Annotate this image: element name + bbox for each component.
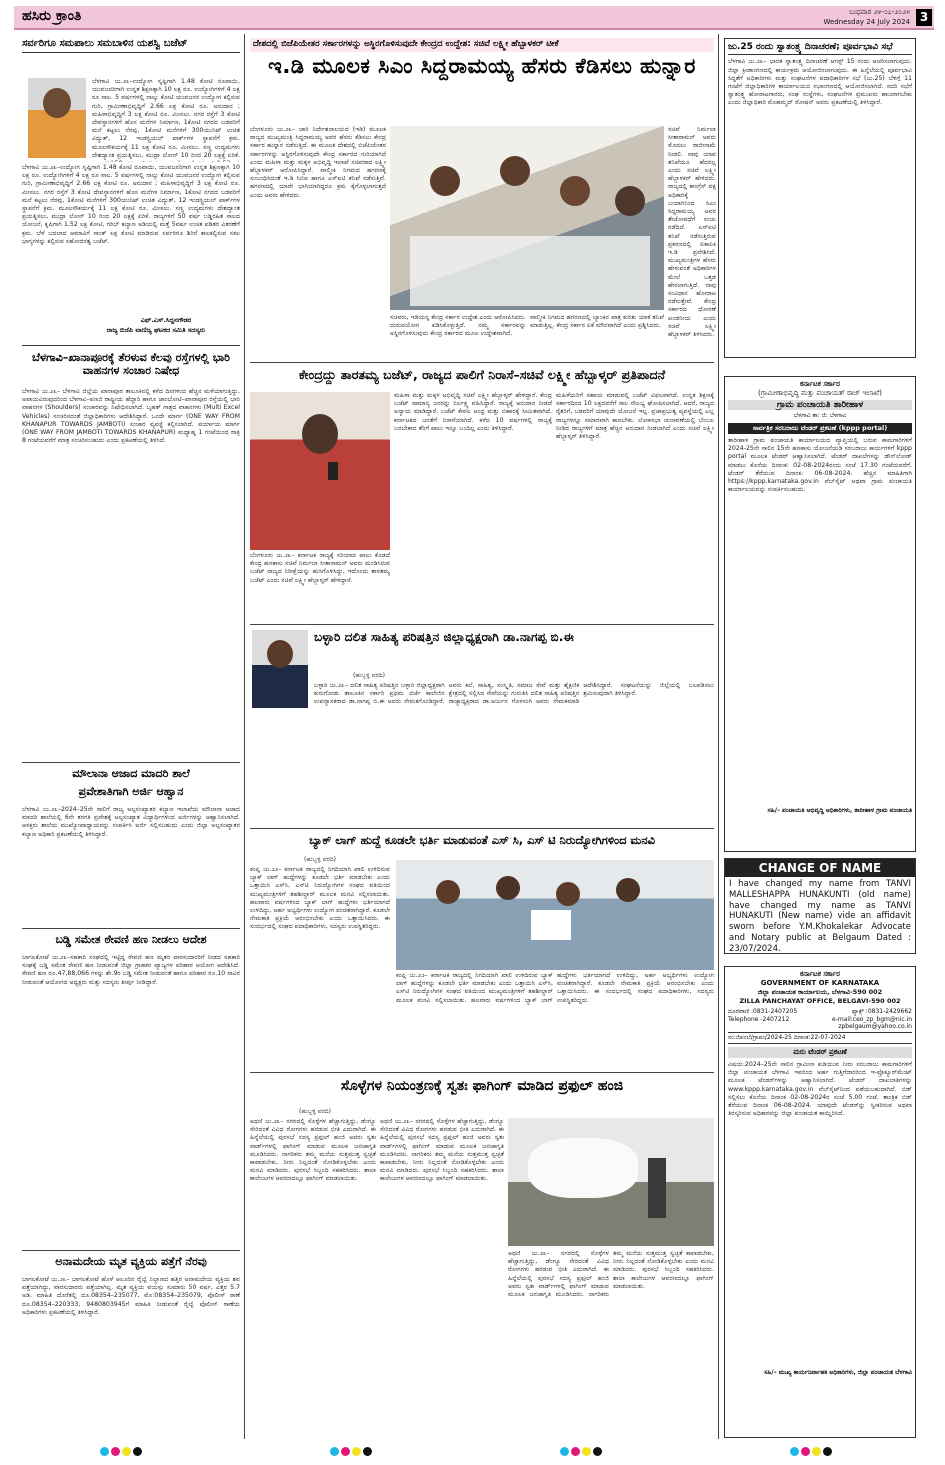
story-body: ಬಾಗಲಕೋಟೆ ಜು.೨೩–ಸಹಕಾರಿ ಸಂಘದಲ್ಲಿ ಇಟ್ಟಿದ್ದ ಠೇವಣಿ ಹಣ ಮೃತರ ವಾರಸುದಾರರಿಗೆ ನೀಡದ ಸಹಕಾರಿ ಸಂಘಕ್ಕೆ ಬಡ್ಡಿ ಸಮೇತ ಠೇವಣಿ ಹಣ ನೀಡುವಂತೆ ಜಿಲ್ಲಾ ಗ್ರಾಹಕರ ವ್ಯಾಜ್ಯಗಳ ಪರಿಹಾರ ಆಯೋಗ ಆದೇಶಿಸಿದೆ. ಠೇವಣಿ ಹಣ ರೂ.47,88,066 ಗಳನ್ನು ಶೇ.9ರ ಬಡ್ಡಿ ಸಮೇತ ನೀಡುವಂತೆ ಹಾಗೂ ಪರಿಹಾರ ರೂ.10 ಸಾವಿರ ನೀಡುವಂತೆ ಆಯೋಗದ ಅಧ್ಯಕ್ಷರು ಮತ್ತು ಸದಸ್ಯರು ತೀರ್ಪು ನೀಡಿದ್ದಾರೆ. [22, 954, 240, 986]
headline: ಸರ್ವರಿಗೂ ಸಮಪಾಲು ಸಮಬಾಳಿನ ಯಶಸ್ವಿ ಬಜೆಟ್ [22, 38, 240, 53]
headline: ಕೇಂದ್ರದ್ದು ತಾರತಮ್ಯ ಬಜೆಟ್, ರಾಜ್ಯದ ಪಾಲಿಗೆ ನಿರಾಸೆ–ಸಚಿವೆ ಲಕ್ಷ್ಮೀ ಹೆಬ್ಬಾಳ್ಕರ್ ಪ್ರತಿಪಾದನೆ [298, 367, 666, 382]
signature-title: ರಾಜ್ಯ ಬಿಜೆಪಿ ವಾಣಿಜ್ಯ ಘಟಕದ ಸಮಿತಿ ಸದಸ್ಯರು [106, 326, 206, 334]
tender-sign: ಸಹಿ/– ಪಂಚಾಯತಿ ಅಭಿವೃದ್ಧಿ ಅಧಿಕಾರಿಗಳು, ತಾರೀಹಾಳ ಗ್ರಾಮ ಪಂಚಾಯತಿ [767, 807, 912, 814]
headline: ಜು.25 ರಂದು ಸ್ವಾತಂತ್ರ್ಯ ದಿನಾಚರಣೆ; ಪೂರ್ವಭಾವಿ ಸಭೆ [728, 42, 912, 55]
memorandum-photo [396, 860, 714, 970]
gp-tender-notice [724, 376, 916, 852]
divider [250, 624, 714, 625]
headline: ಅನಾಮದೇಯ ಮೃತ ವ್ಯಕ್ತಿಯ ಪತ್ತೆಗೆ ನೆರವು [55, 1255, 207, 1268]
lead-body: ಸಚಿವರು, ಇಡಿಯನ್ನ ಕೇಂದ್ರ ಸರ್ಕಾರ ಉದ್ದೇಶ ಎಂದು ಆರೋಪಿಸಿದರು. ದುರುಪಯೋಗ ಪಡಿಸಿಕೊಳ್ಳುತ್ತಿದೆ. ನಮ್ಮ ಸರ್ಕಾರವನ್ನು ಅಸ್ಥಿರಗೊಳಿಸುವುದು ಕೇಂದ್ರ ಸರ್ಕಾರದ ಮೂಲ ಉದ್ದೇಶವಾಗಿದೆ. [390, 314, 526, 338]
change-of-name-notice [724, 858, 916, 954]
column-divider [244, 34, 245, 1439]
headline: ಬಳ್ಳಾರಿ ದಲಿತ ಸಾಹಿತ್ಯ ಪರಿಷತ್ತಿನ ಜಿಲ್ಲಾಧ್ಯಕ್ಷರಾಗಿ ಡಾ.ನಾಗಪ್ಪ ಬಿ.ಈ [314, 630, 574, 644]
minister-photo [250, 392, 390, 550]
body-text-2: ಬೆಳಗಾವಿ ಜು.೨೩–ಉದ್ಯೋಗ ಸೃಷ್ಟಿಗಾಗಿ 1.48 ಕೋಟಿ ರೂಪಾಯಿ, ಯುವಜನರಿಗಾಗಿ ಉನ್ನತ ಶಿಕ್ಷಣಕ್ಕಾಗಿ 10 ಲಕ್ಷ ರೂ. ಉದ್ಯೋಗಿಗಳಿಗೆ 4 ಲಕ್ಷ ರೂ ಸಾಲ. 5 ವರ್ಷಗಳಲ್ಲಿ ನಾಲ್ಕು ಕೋಟಿ ಯುವಜನರ ಉದ್ಯೋಗ ಕಲ್ಪಿಸುವ ಗುರಿ, ಗ್ರಾಮೀಣಾಭಿವೃದ್ಧಿಗೆ 2.66 ಲಕ್ಷ ಕೋಟಿ ರೂ. ಅನುದಾನ ; ಮಹಿಳಾಭಿವೃದ್ಧಿಗೆ 3 ಲಕ್ಷ ಕೋಟಿ ರೂ. ಮೀಸಲು. ನಗರ ರಸ್ತೆಗೆ 3 ಕೋಟಿ ದೇವಸ್ಥಾನಗಳಿಗೆ ಹೊಸ ಮನೆಗಳ ನಿರ್ಮಾಣ, 1ಕೋಟಿ ನಗರದ ಬಡವರಿಗೆ ಮನೆ ಕಟ್ಟಲು ನೆರವು, 1ಕೋಟಿ ಮನೆಗಳಿಗೆ 300ಯುನಿಟ್ ಉಚಿತ ವಿದ್ಯುತ್, 12 ಇಂಡಸ್ಟ್ರಿಯಲ್ ಪಾರ್ಕ್‌ಗಳ ಸ್ಥಾಪನೆಗೆ ಕ್ರಮ. ಮೂಲಸೌಕರ್ಯಕ್ಕೆ 11 ಲಕ್ಷ ಕೋಟಿ ರೂ. ಮೀಸಲು. ಸಣ್ಣ ಉದ್ಯಮಗಳು ದೇಶದ್ಯಾಂತ ಪ್ರಯತ್ನಿಸಲು, ಮುದ್ರಾ ಲೋನ್ 10 ರಿಂದ 20 ಲಕ್ಷಕ್ಕೆ ಏರಿಕೆ. ರಾಜ್ಯಗಳಿಗೆ 50 ವರ್ಷ ಬಡ್ಡಿರಹಿತ ಸಾಲದ ಯೋಜನೆ, ಕೃಷಿಗಾಗಿ 1.52 ಲಕ್ಷ ಕೋಟಿ, ಗರಿಬ್ ಕಲ್ಯಾಣ ಅಡಿಯಲ್ಲಿ ಮತ್ತೆ 5ವರ್ಷ ಉಚಿತ ಪಡಿತರ ವಿತರಣೆಗೆ ಕ್ರಮ. ಬೆಳೆ ಬದಲಾದ ಆಮಾವಿಗೆ ಸಾಂಕ್ ಲಕ್ಷ ಕೋಟಿ ಮಾಡಿರುವ ಸರ್ವರಿಗೂ ಶಿರಿನೆ ಕಾಲಕಲ್ಪಿಸುವ ಸಕಲ ಭಾಗ್ಯಗಳನ್ನು ಕಲ್ಪಿಸುವ ಸಹೋದರತ್ವ ಬಜೆಟ್. [22, 164, 240, 245]
phone: ದೂರವಾಣಿ :0831-2407205 [728, 1008, 798, 1015]
lead-body: ಸಚಿವೆ ನಿರ್ಮಲಾ ಸೀತಾರಾಮನ್ ಅವರು ಮೊದಲು ರಾಜೀನಾಮೆ ನೀಡಲಿ. ನಾವು ಯಾವ ತನಿಖೆಯೂ ಹೆದರಲ್ಲ ಎಂದು ಸಚಿವೆ ಲಕ್ಷ್ಮೀ ಹೆಬ್ಬಾಳಕರ್ ಹೇಳಿದರು. ರಾಜ್ಯದಲ್ಲಿ ಕಾಂಗ್ರೆಸ್ ಪಕ್ಷ ಅಧಿಕಾರಕ್ಕೆ ಬಂದಾಗಿನಿಂದ ಸಿಎಂ ಸಿದ್ದರಾಮಯ್ಯ ಅವರ ತೇಜೋವಧೆಗೆ ಸಂಚು ನಡೆದಿದೆ. ಎಸ್ಐಟಿ ತನಿಖೆ ನಡೆಸುತ್ತಿರುವ ಪ್ರಕರಣದಲ್ಲಿ ಏಕಾಏಕಿ ಇ.ಡಿ ಪ್ರವೇಶಿಸಿದೆ. ಮುಖ್ಯಮಂತ್ರಿಗಳ ಹೆಸರು ಹೇಳುವಂತೆ ಅಧಿಕಾರಿಗಳ ಮೇಲೆ ಒತ್ತಡ ಹೇರಲಾಗುತ್ತಿದೆ. ನಾವು ಸಂವಿಧಾನ ಹೋರಾಟ ನಡೆಸುತ್ತೇವೆ. ಕೇಂದ್ರ ಸರ್ಕಾರದ ಧೋರಣೆ ಖಂಡನೀಯ ಎಂದು ಸಚಿವೆ ಲಕ್ಷ್ಮೀ ಹೆಬ್ಬಾಳಕರ್ ತಿಳಿಸಿದರು. [668, 126, 716, 339]
page-number: 3 [916, 9, 932, 26]
notice-title: CHANGE OF NAME [725, 859, 915, 877]
story-body: ಅಥಣಿ ಜು.೨೩– ನಗರದಲ್ಲಿ ಸೊಳ್ಳೆಗಳ ಹೆಚ್ಚಾಗುತ್ತಿದ್ದು, ಡೆಂಗ್ಯೂ ಸೇರಿದಂತೆ ವಿವಿಧ ರೋಗಗಳು ಹರಡುವ ಭೀತಿ ಎದುರಾಗಿದೆ. ಈ ಹಿನ್ನೆಲೆಯಲ್ಲಿ ಪುರಸಭೆ ಸದಸ್ಯ ಪ್ರಫುಲ್ ಹಂಜಿ ಅವರು ಸ್ವತಃ ವಾರ್ಡ್‌ಗಳಲ್ಲಿ ಫಾಗಿಂಗ್ ಮಾಡುವ ಮೂಲಕ ಜನಜಾಗೃತಿ ಮೂಡಿಸಿದರು. ನಾಗರಿಕರು ತಮ್ಮ ಮನೆಯ ಸುತ್ತಮುತ್ತ ಸ್ವಚ್ಛತೆ ಕಾಪಾಡಬೇಕು, ನೀರು ನಿಲ್ಲದಂತೆ ನೋಡಿಕೊಳ್ಳಬೇಕು ಎಂದು ಮನವಿ ಮಾಡಿದರು. ಪುರಸಭೆ ಸಿಬ್ಬಂದಿ ಸಹಕರಿಸಿದರು. ಶಾಲಾ ಕಾಲೇಜುಗಳ ಆವರಣದಲ್ಲೂ ಫಾಗಿಂಗ್ ಮಾಡಲಾಯಿತು. [508, 1250, 714, 1299]
story-body: ಅಥಣಿ ಜು.೨೩– ನಗರದಲ್ಲಿ ಸೊಳ್ಳೆಗಳ ಹೆಚ್ಚಾಗುತ್ತಿದ್ದು, ಡೆಂಗ್ಯೂ ಸೇರಿದಂತೆ ವಿವಿಧ ರೋಗಗಳು ಹರಡುವ ಭೀತಿ ಎದುರಾಗಿದೆ. ಈ ಹಿನ್ನೆಲೆಯಲ್ಲಿ ಪುರಸಭೆ ಸದಸ್ಯ ಪ್ರಫುಲ್ ಹಂಜಿ ಅವರು ಸ್ವತಃ ವಾರ್ಡ್‌ಗಳಲ್ಲಿ ಫಾಗಿಂಗ್ ಮಾಡುವ ಮೂಲಕ ಜನಜಾಗೃತಿ ಮೂಡಿಸಿದರು. ನಾಗರಿಕರು ತಮ್ಮ ಮನೆಯ ಸುತ್ತಮುತ್ತ ಸ್ವಚ್ಛತೆ ಕಾಪಾಡಬೇಕು, ನೀರು ನಿಲ್ಲದಂತೆ ನೋಡಿಕೊಳ್ಳಬೇಕು ಎಂದು ಮನವಿ ಮಾಡಿದರು. ಪುರಸಭೆ ಸಿಬ್ಬಂದಿ ಸಹಕರಿಸಿದರು. ಶಾಲಾ ಕಾಲೇಜುಗಳ ಆವರಣದಲ್ಲೂ ಫಾಗಿಂಗ್ ಮಾಡಲಾಯಿತು. [380, 1118, 504, 1183]
zp-tender-notice [724, 966, 916, 1438]
body-text-1: ಬೆಳಗಾವಿ ಜು.೨೩–ಉದ್ಯೋಗ ಸೃಷ್ಟಿಗಾಗಿ 1.48 ಕೋಟಿ ರೂಪಾಯಿ, ಯುವಜನರಿಗಾಗಿ ಉನ್ನತ ಶಿಕ್ಷಣಕ್ಕಾಗಿ 10 ಲಕ್ಷ ರೂ. ಉದ್ಯೋಗಿಗಳಿಗೆ 4 ಲಕ್ಷ ರೂ ಸಾಲ. 5 ವರ್ಷಗಳಲ್ಲಿ ನಾಲ್ಕು ಕೋಟಿ ಯುವಜನರ ಉದ್ಯೋಗ ಕಲ್ಪಿಸುವ ಗುರಿ, ಗ್ರಾಮೀಣಾಭಿವೃದ್ಧಿಗೆ 2.66 ಲಕ್ಷ ಕೋಟಿ ರೂ. ಅನುದಾನ ; ಮಹಿಳಾಭಿವೃದ್ಧಿಗೆ 3 ಲಕ್ಷ ಕೋಟಿ ರೂ. ಮೀಸಲು. ನಗರ ರಸ್ತೆಗೆ 3 ಕೋಟಿ ದೇವಸ್ಥಾನಗಳಿಗೆ ಹೊಸ ಮನೆಗಳ ನಿರ್ಮಾಣ, 1ಕೋಟಿ ನಗರದ ಬಡವರಿಗೆ ಮನೆ ಕಟ್ಟಲು ನೆರವು, 1ಕೋಟಿ ಮನೆಗಳಿಗೆ 300ಯುನಿಟ್ ಉಚಿತ ವಿದ್ಯುತ್, 12 ಇಂಡಸ್ಟ್ರಿಯಲ್ ಪಾರ್ಕ್‌ಗಳ ಸ್ಥಾಪನೆಗೆ ಕ್ರಮ. ಮೂಲಸೌಕರ್ಯಕ್ಕೆ 11 ಲಕ್ಷ ಕೋಟಿ ರೂ. ಮೀಸಲು. ಸಣ್ಣ ಉದ್ಯಮಗಳು ದೇಶದ್ಯಾಂತ ಪ್ರಯತ್ನಿಸಲು, ಮುದ್ರಾ ಲೋನ್ 10 ರಿಂದ 20 ಲಕ್ಷಕ್ಕೆ ಏರಿಕೆ. [92, 78, 240, 159]
byline: (ಹುಬ್ಬಳ್ಳಿ ವರದಿ) [353, 672, 385, 679]
headline: ಮೌಲಾನಾ ಆಜಾದ ಮಾದರಿ ಶಾಲೆ [72, 767, 190, 780]
dateline [823, 7, 910, 27]
tender-line2: (ಗ್ರಾಮೀಣಾಭಿವೃದ್ಧಿ ಮತ್ತು ಪಂಚಾಯತ್ ರಾಜ್ ಇಲಾಖೆ) [757, 389, 883, 397]
masthead-brand: ಹಸಿರು ಕ್ರಾಂತಿ [22, 8, 82, 24]
story-body: ಬೆಳಗಾವಿ ಜು.೨೩– ಬೆಳಗಾವಿ ಜಿಲ್ಲೆಯ ಖಾನಾಪೂರ ತಾಲೂಕಿನಲ್ಲಿ ಕಳೆದ ದಿನಗಳಿಂದ ಹೆಚ್ಚಿನ ಮಳೆಯಾಗುತ್ತಿದ್ದು, ಅಪಾಯವಿರುವುದರಿಂದ ಬೆಳಗಾವಿ–ಪಣಜಿ ರಾಷ್ಟ್ರೀಯ ಹೆದ್ದಾರಿ ಹಾಗೂ ಜಾಂಬೋಟಿ–ಖಾನಾಪೂರ ರಸ್ತೆಯಲ್ಲಿ ಭಾರಿ ವಾಹನಗಳ (Shoulders) ಸಂಚಾರವನ್ನು ನಿಷೇಧಿಸಲಾಗಿದೆ. ಬೃಹತ್ ಗಾತ್ರದ ವಾಹನಗಳು (Multi Excel Vehicles) ಸಂಚರಿಸದಂತೆ ಜಿಲ್ಲಾಧಿಕಾರಿಗಳು ಆದೇಶಿಸಿದ್ದಾರೆ. ಒಂದೇ ಮಾರ್ಗ (ONE WAY FROM KHANAPUR TOWARDS JAMBOTI) ಸಂಚಾರ ವ್ಯವಸ್ಥೆ ಕಲ್ಪಿಸಲಾಗಿದೆ. ಪರ್ಯಾಯ ಮಾರ್ಗ (ONE WAY FROM JAMBOTI TOWARDS KHANAPUR) ಮಧ್ಯಾಹ್ನ 1 ಗಂಟೆಯಿಂದ ರಾತ್ರಿ 8 ಗಂಟೆಯವರೆಗೆ ಮಾತ್ರ ಸಂಚರಿಸಬಹುದು ಎಂದು ಪ್ರಕಟಣೆಯಲ್ಲಿ ತಿಳಿಸಿದೆ. [22, 388, 240, 445]
divider [250, 828, 714, 829]
story-body: ಬೆಂಗಳೂರು ಜು.೨೩– ಕರ್ನಾಟಕ ರಾಜ್ಯಕ್ಕೆ ಸರಿಯಾದ ಪಾಲು ಕೊಡದೆ ಕೇಂದ್ರ ಹಣಕಾಸು ಸಚಿವೆ ನಿರ್ಮಲಾ ಸೀತಾರಾಮನ್ ಅವರು ಮಂಡಿಸಿರುವ ಬಜೆಟ್ ರಾಜ್ಯದ ನಿರೀಕ್ಷೆಯನ್ನು ಹುಸಿಗೊಳಿಸಿದ್ದು, ಇದೊಂದು ತಾರತಮ್ಯ ಬಜೆಟ್ ಎಂದು ಸಚಿವೆ ಲಕ್ಷ್ಮೀ ಹೆಬ್ಬಾಳ್ಕರ್ ಹೇಳಿದ್ದಾರೆ. [250, 552, 390, 584]
date-english: Wednesday 24 July 2024 [823, 18, 910, 26]
tender-line1: ಕರ್ನಾಟಕ ಸರ್ಕಾರ [800, 970, 840, 978]
story-body: ಮಹಿಳಾ ಮತ್ತು ಮಕ್ಕಳ ಅಭಿವೃದ್ಧಿ ಸಚಿವೆ ಲಕ್ಷ್ಮೀ ಹೆಬ್ಬಾಳ್ಕರ್ ಹೇಳಿದ್ದಾರೆ. ಕೇಂದ್ರ ಬಜೆಟ್ ಸಾಮಾನ್ಯ ಜನರನ್ನು ನಿರ್ಲಕ್ಷ್ಯ ವಹಿಸಿದ್ದಾರೆ. ರಾಜ್ಯಕ್ಕೆ ಅನುದಾನ ನೀಡದೆ ಅನ್ಯಾಯ ಮಾಡಿದ್ದಾರೆ. ಬಜೆಟ್ ಕೇವಲ ಆಂಧ್ರ ಮತ್ತು ಬಿಹಾರಕ್ಕೆ ಸೀಮಿತವಾಗಿದೆ. ಕರ್ನಾಟಕದ ಜನತೆಗೆ ನಿರಾಸೆಯಾಗಿದೆ. ಕಳೆದ 10 ವರ್ಷಗಳಲ್ಲಿ ರಾಜ್ಯಕ್ಕೆ ಬರಬೇಕಾದ ತೆರಿಗೆ ಪಾಲು ಇನ್ನೂ ಬಂದಿಲ್ಲ ಎಂದು ತಿಳಿಸಿದ್ದಾರೆ. [394, 392, 552, 432]
lead-body: ವಾಲ್ಮೀಕಿ ನಿಗಮದ ಹಗರಣದಲ್ಲಿ ಬ್ಯಾಂಕಿನ ಪಾತ್ರ ಕುರಿತು ಯಾಕೆ ತನಿಖೆ ಮಾಡುತ್ತಿಲ್ಲ. ಕೇಂದ್ರ ಸರ್ಕಾರ ಏಕೆ ಮೌನವಾಗಿದೆ ಎಂದು ಪ್ರಶ್ನಿಸಿದರು. [530, 314, 664, 330]
divider [22, 762, 240, 763]
tender-subtitle: ಸಾರ್ವತ್ರಿಕ ಸರಬರಾಜು ಟೆಂಡರ್ ಪ್ರಕಟಣೆ (kppp portal) [728, 423, 912, 434]
tender-body: ವಿಷಯ:2024–25ನೇ ಸಾಲಿನ ಗ್ರಾಮೀಣ ಕುಡಿಯುವ ನೀರು ಸರಬರಾಜು ಕಾಮಗಾರಿಗಳಿಗೆ ಜಿಲ್ಲಾ ಪಂಚಾಯತ ಬೆಳಗಾವಿ ಇವರಿಂದ ಅರ್ಹ ಗುತ್ತಿಗೆದಾರರಿಂದ ಇ-ಪ್ರೊಕ್ಯೂರ್‌ಮೆಂಟ್ ಮೂಲಕ ಟೆಂಡರ್‌ಗಳನ್ನು ಆಹ್ವಾನಿಸಲಾಗಿದೆ. ಟೆಂಡರ್ ದಾಖಲಾತಿಗಳನ್ನು www.kppp.karnataka.gov.in ವೆಬ್‌ಸೈಟ್‌ನಿಂದ ಪಡೆಯಬಹುದಾಗಿದೆ. ಬಿಡ್ ಸಲ್ಲಿಸಲು ಕೊನೆಯ ದಿನಾಂಕ 02-08-2024ರ ಸಂಜೆ 5.00 ಗಂಟೆ. ತಾಂತ್ರಿಕ ಬಿಡ್ ತೆರೆಯುವ ದಿನಾಂಕ 06-08-2024. ಯಾವುದೇ ಟೆಂಡರ್‌ನ್ನು ಸ್ವೀಕರಿಸುವ ಅಥವಾ ತಿರಸ್ಕರಿಸುವ ಅಧಿಕಾರವನ್ನು ಜಿಲ್ಲಾ ಪಂಚಾಯತ ಕಾಯ್ದಿರಿಸಿದೆ. [728, 1061, 912, 1118]
lead-body: ಬೆಂಗಳೂರು ಜು.೨೩– ಜಾರಿ ನಿರ್ದೇಶನಾಲಯದ (ಇಡಿ) ಮೂಲಕ ರಾಜ್ಯದ ಮುಖ್ಯಮಂತ್ರಿ ಸಿದ್ದರಾಮಯ್ಯ ಅವರ ಹೆಸರು ಕೆಡಿಸಲು ಕೇಂದ್ರ ಸರ್ಕಾರ ಹುನ್ನಾರ ನಡೆಸುತ್ತಿದೆ. ಈ ಮೂಲಕ ದೇಶದಲ್ಲಿ ಬಿಜೆಪಿಯೇತರ ಸರ್ಕಾರಗಳನ್ನು ಅಸ್ಥಿರಗೊಳಿಸುವುದೇ ಕೇಂದ್ರ ಸರ್ಕಾರದ ಗುರಿಯಾಗಿದೆ ಎಂದು ಮಹಿಳಾ ಮತ್ತು ಮಕ್ಕಳ ಅಭಿವೃದ್ಧಿ ಇಲಾಖೆ ಸಚಿವರಾದ ಲಕ್ಷ್ಮೀ ಹೆಬ್ಬಾಳಕರ್ ಆರೋಪಿಸಿದ್ದಾರೆ. ವಾಲ್ಮೀಕಿ ನಿಗಮದ ಹಗರಣಕ್ಕೆ ಸಂಬಂಧಿಸಿದಂತೆ ಇ.ಡಿ ಸಿಬಿಐ ಹಾಗೂ ಎಸ್ಐಟಿ ತನಿಖೆ ನಡೆಸುತ್ತಿವೆ. ಹಗರಣದಲ್ಲಿ ಯಾರೇ ಭಾಗಿಯಾಗಿದ್ದರೂ ಕ್ರಮ ಕೈಗೊಳ್ಳಲಾಗುತ್ತದೆ ಎಂದು ಅವರು ಹೇಳಿದರು. [250, 126, 386, 199]
headline: ಸೊಳ್ಳೆಗಳ ನಿಯಂತ್ರಣಕ್ಕೆ ಸ್ವತಃ ಫಾಗಿಂಗ್ ಮಾಡಿದ ಪ್ರಫುಲ್ ಹಂಜಿ [340, 1078, 624, 1094]
subheadline: ಪ್ರವೇಶಾತಿಗಾಗಿ ಅರ್ಜಿ ಆಹ್ವಾನ [78, 785, 184, 798]
registration-marks [560, 1441, 604, 1460]
tender-body: ತಾರೀಹಾಳ ಗ್ರಾಮ ಪಂಚಾಯತಿ ಕಾರ್ಯಾಲಯದ ವ್ಯಾಪ್ತಿಯಲ್ಲಿ ಬರುವ ಕಾಮಗಾರಿಗಳಿಗೆ 2024-25ನೇ ಸಾಲಿನ 15ನೇ ಹಣಕಾಸು ಯೋಜನೆಯಡಿ ಸರಬರಾಜು ಕಾರ್ಯಗಳಿಗೆ kppp portal ಮೂಲಕ ಟೆಂಡರ್ ಆಹ್ವಾನಿಸಲಾಗಿದೆ. ಟೆಂಡರ್ ದಾಖಲೆಗಳನ್ನು ಡೌನ್‌ಲೋಡ್ ಮಾಡಲು ಕೊನೆಯ ದಿನಾಂಕ: 02-08-2024ರಂದು ಸಂಜೆ 17.30 ಗಂಟೆಯವರೆಗೆ. ಟೆಂಡರ್ ತೆರೆಯುವ ದಿನಾಂಕ: 06-08-2024. ಹೆಚ್ಚಿನ ಮಾಹಿತಿಗಾಗಿ https://kppp.karnataka.gov.in ವೆಬ್‌ಸೈಟ್ ಅಥವಾ ಗ್ರಾಮ ಪಂಚಾಯತಿ ಕಾರ್ಯಾಲಯವನ್ನು ಸಂಪರ್ಕಿಸಬಹುದು. [728, 437, 912, 494]
lead-photo [390, 126, 664, 310]
divider [250, 1072, 714, 1073]
tender-ref: ಬೆಳಗಾವಿ ತಾ: ಜಿ: ಬೆಳಗಾವಿ [793, 412, 847, 419]
story-body: ಕಂಪ್ಲಿ ಜು.೨೨– ಕರ್ನಾಟಕ ರಾಜ್ಯದಲ್ಲಿ ನಿಗದಿಯಾಗಿ ಖಾಲಿ ಉಳಿದಿರುವ ಬ್ಯಾಕ್ ಲಾಗ್ ಹುದ್ದೆಗಳನ್ನು ಕೂಡಲೇ ಭರ್ತಿ ಮಾಡಬೇಕು ಎಂದು ಒತ್ತಾಯಿಸಿ ಎಸ್‌ಸಿ, ಎಸ್‌ಟಿ ನಿರುದ್ಯೋಗಿಗಳ ಸಂಘದ ವತಿಯಿಂದ ಮುಖ್ಯಮಂತ್ರಿಗಳಿಗೆ ತಹಶೀಲ್ದಾರ್ ಮೂಲಕ ಮನವಿ ಸಲ್ಲಿಸಲಾಯಿತು. ಹಲವಾರು ವರ್ಷಗಳಿಂದ ಬ್ಯಾಕ್ ಲಾಗ್ ಹುದ್ದೆಗಳು ಭರ್ತಿಯಾಗದೆ ಉಳಿದಿದ್ದು, ಅರ್ಹ ಅಭ್ಯರ್ಥಿಗಳು ಉದ್ಯೋಗ ವಂಚಿತರಾಗಿದ್ದಾರೆ. ಕೂಡಲೇ ನೇಮಕಾತಿ ಪ್ರಕ್ರಿಯೆ ಆರಂಭಿಸಬೇಕು ಎಂದು ಒತ್ತಾಯಿಸಿದರು. ಈ ಸಂದರ್ಭದಲ್ಲಿ ಸಂಘದ ಪದಾಧಿಕಾರಿಗಳು, ಸದಸ್ಯರು ಉಪಸ್ಥಿತರಿದ್ದರು. [250, 866, 390, 931]
story-body: ಬಳ್ಳಾರಿ ಜು.೨೩– ದಲಿತ ಸಾಹಿತ್ಯ ಪರಿಷತ್ತಿನ ಬಳ್ಳಾರಿ ಜಿಲ್ಲಾಧ್ಯಕ್ಷರಾಗಿ ಕುರುಗೋಡು ತಾಲೂಕಿನ ಸರ್ಕಾರಿ ಪ್ರಥಮ ದರ್ಜೆ ಕಾಲೇಜಿನ ಉಪನ್ಯಾಸಕರಾದ ಡಾ.ನಾಗಪ್ಪ ಬಿ.ಈ ಅವರು ನೇಮಕಗೊಂಡಿದ್ದಾರೆ. ಅವರು ಕಲೆ, ಸಾಹಿತ್ಯ, ಸಂಸ್ಕೃತಿ, ಸಮಾಜ ಸೇವೆ ಮತ್ತು ಶೈಕ್ಷಣಿಕ ಕ್ಷೇತ್ರದಲ್ಲಿ ಸಲ್ಲಿಸಿದ ಸೇವೆಯನ್ನು ಗುರುತಿಸಿ ದಲಿತ ಸಾಹಿತ್ಯ ಪರಿಷತ್ತಿನ ರಾಜ್ಯಾಧ್ಯಕ್ಷರಾದ ಡಾ.ಅರ್ಜುನ ಗೊಳಸಂಗಿ ಅವರು ನೇಮಕಮಾಡಿ ಆದೇಶಿಸಿದ್ದಾರೆ. ಸಂಘಟನೆಯನ್ನು ಜಿಲ್ಲೆಯಲ್ಲಿ ಬಲಪಡಿಸಲು ಶ್ರಮಿಸುವುದಾಗಿ ತಿಳಿಸಿದ್ದಾರೆ. [314, 682, 714, 706]
story-body: ಬಾಗಲಕೋಟೆ ಜು.೨೩– ಬಾಗಲಕೋಟೆ ಹೊಳೆ ಆಲೂರಿನ ರೈಲ್ವೆ ನಿಲ್ದಾಣದ ಹತ್ತಿರ ಅನಾಮದೇಯ ವ್ಯಕ್ತಿಯ ಶವ ಪತ್ತೆಯಾಗಿದ್ದು, ವಾರಸುದಾರರು ಪತ್ತೆಯಾಗಿಲ್ಲ. ಮೃತ ವ್ಯಕ್ತಿಯ ವಯಸ್ಸು ಸುಮಾರು 50 ವರ್ಷ, ಎತ್ತರ 5.7 ಅಡಿ. ಮಾಹಿತಿ ದೊರೆತಲ್ಲಿ ದೂ.08354–235077, ಮೊ:08354–235079, ಪೊಲೀಸ್ ಠಾಣೆ ದೂ.08354–220333, 9480803945ಗೆ ಮಾಹಿತಿ ನೀಡುವಂತೆ ರೈಲ್ವೆ ಪೊಲೀಸ್ ಠಾಣೆಯ ಅಧಿಕಾರಿಗಳು ಪ್ರಕಟಣೆಯಲ್ಲಿ ತಿಳಿಸಿದ್ದಾರೆ. [22, 1276, 240, 1316]
registration-marks [790, 1441, 834, 1460]
tender-subtitle: ಮರು ಟೆಂಡರ್ ಪ್ರಕಟಣೆ [728, 1047, 912, 1058]
page-header [14, 6, 934, 30]
lead-headline: ಇ.ಡಿ ಮೂಲಕ ಸಿಎಂ ಸಿದ್ದರಾಮಯ್ಯ ಹೆಸರು ಕೆಡಿಸಲು ಹುನ್ನಾರ [268, 54, 696, 78]
independence-day-box [724, 38, 916, 358]
fax: ಫ್ಯಾಕ್ಸ್ :0831-2429662 [851, 1008, 912, 1015]
phone: Telephone -2407212 [728, 1016, 790, 1023]
email: e-mail:ceo_zp_bgm@nic.in zpbelgaum@yahoo.co.in [832, 1016, 912, 1030]
story-body: ಕಂಪ್ಲಿ ಜು.೨೨– ಕರ್ನಾಟಕ ರಾಜ್ಯದಲ್ಲಿ ನಿಗದಿಯಾಗಿ ಖಾಲಿ ಉಳಿದಿರುವ ಬ್ಯಾಕ್ ಲಾಗ್ ಹುದ್ದೆಗಳನ್ನು ಕೂಡಲೇ ಭರ್ತಿ ಮಾಡಬೇಕು ಎಂದು ಒತ್ತಾಯಿಸಿ ಎಸ್‌ಸಿ, ಎಸ್‌ಟಿ ನಿರುದ್ಯೋಗಿಗಳ ಸಂಘದ ವತಿಯಿಂದ ಮುಖ್ಯಮಂತ್ರಿಗಳಿಗೆ ತಹಶೀಲ್ದಾರ್ ಮೂಲಕ ಮನವಿ ಸಲ್ಲಿಸಲಾಯಿತು. ಹಲವಾರು ವರ್ಷಗಳಿಂದ ಬ್ಯಾಕ್ ಲಾಗ್ ಹುದ್ದೆಗಳು ಭರ್ತಿಯಾಗದೆ ಉಳಿದಿದ್ದು, ಅರ್ಹ ಅಭ್ಯರ್ಥಿಗಳು ಉದ್ಯೋಗ ವಂಚಿತರಾಗಿದ್ದಾರೆ. ಕೂಡಲೇ ನೇಮಕಾತಿ ಪ್ರಕ್ರಿಯೆ ಆರಂಭಿಸಬೇಕು ಎಂದು ಒತ್ತಾಯಿಸಿದರು. ಈ ಸಂದರ್ಭದಲ್ಲಿ ಸಂಘದ ಪದಾಧಿಕಾರಿಗಳು, ಸದಸ್ಯರು ಉಪಸ್ಥಿತರಿದ್ದರು. [396, 972, 714, 1004]
tender-ref: ಸಂ:ಜಿಪಂಬೆ/ಗ್ರಾಪಂ/2024-25 ದಿನಾಂಕ:22-07-2024 [728, 1032, 912, 1044]
story-body: ಮಹಿಳೆಯರಿಗೆ ಸಹಾಯ ಮಾಡುವಲ್ಲಿ ಬಜೆಟ್ ವಿಫಲವಾಗಿದೆ. ಉನ್ನತ ಶಿಕ್ಷಣಕ್ಕೆ ಸರ್ಕಾರದಿಂದ 10 ಲಕ್ಷದವರೆಗೆ ಸಾಲ ಸೌಲಭ್ಯ ಘೋಷಿಸಲಾಗಿದೆ. ಆದರೆ, ರಾಜ್ಯದ ರೈತರಿಗೆ, ಬಡವರಿಗೆ ಯಾವುದೇ ಯೋಜನೆ ಇಲ್ಲ. ಪ್ರಜಾಪ್ರಭುತ್ವ ವ್ಯವಸ್ಥೆಯಲ್ಲಿ ಎಲ್ಲ ರಾಜ್ಯಗಳನ್ನೂ ಸಮಾನವಾಗಿ ಕಾಣಬೇಕು. ಲೋಕಸಭಾ ಚುನಾವಣೆಯಲ್ಲಿ ಬೆಂಬಲ ನೀಡಿದ ರಾಜ್ಯಗಳಿಗೆ ಮಾತ್ರ ಹೆಚ್ಚಿನ ಅನುದಾನ ನೀಡಲಾಗಿದೆ ಎಂದು ಸಚಿವೆ ಲಕ್ಷ್ಮೀ ಹೆಬ್ಬಾಳ್ಕರ್ ತಿಳಿಸಿದ್ದಾರೆ. [556, 392, 714, 441]
fogging-photo [508, 1118, 714, 1246]
person-photo [252, 630, 308, 708]
byline: (ಹುಬ್ಬಳ್ಳಿ ವರದಿ) [304, 856, 336, 863]
divider [22, 928, 240, 929]
headline: ಬಡ್ಡಿ ಸಮೇತ ಠೇವಣಿ ಹಣ ನೀಡಲು ಆದೇಶ [55, 933, 207, 946]
column-divider [718, 34, 719, 1439]
contact-row [728, 1008, 912, 1030]
tender-line2: GOVERNMENT OF KARNATAKA [760, 979, 880, 987]
story-body: ಅಥಣಿ ಜು.೨೩– ನಗರದಲ್ಲಿ ಸೊಳ್ಳೆಗಳ ಹೆಚ್ಚಾಗುತ್ತಿದ್ದು, ಡೆಂಗ್ಯೂ ಸೇರಿದಂತೆ ವಿವಿಧ ರೋಗಗಳು ಹರಡುವ ಭೀತಿ ಎದುರಾಗಿದೆ. ಈ ಹಿನ್ನೆಲೆಯಲ್ಲಿ ಪುರಸಭೆ ಸದಸ್ಯ ಪ್ರಫುಲ್ ಹಂಜಿ ಅವರು ಸ್ವತಃ ವಾರ್ಡ್‌ಗಳಲ್ಲಿ ಫಾಗಿಂಗ್ ಮಾಡುವ ಮೂಲಕ ಜನಜಾಗೃತಿ ಮೂಡಿಸಿದರು. ನಾಗರಿಕರು ತಮ್ಮ ಮನೆಯ ಸುತ್ತಮುತ್ತ ಸ್ವಚ್ಛತೆ ಕಾಪಾಡಬೇಕು, ನೀರು ನಿಲ್ಲದಂತೆ ನೋಡಿಕೊಳ್ಳಬೇಕು ಎಂದು ಮನವಿ ಮಾಡಿದರು. ಪುರಸಭೆ ಸಿಬ್ಬಂದಿ ಸಹಕರಿಸಿದರು. ಶಾಲಾ ಕಾಲೇಜುಗಳ ಆವರಣದಲ್ಲೂ ಫಾಗಿಂಗ್ ಮಾಡಲಾಯಿತು. [250, 1118, 376, 1183]
story-body: ಬೆಳಗಾವಿ ಜು.೨೩–2024–25ನೇ ಸಾಲಿಗೆ ರಾಜ್ಯ ಅಲ್ಪಸಂಖ್ಯಾತರ ಕಲ್ಯಾಣ ಇಲಾಖೆಯ ಮೌಲಾನಾ ಆಜಾದ ಮಾದರಿ ಶಾಲೆಯಲ್ಲಿ 6ನೇ ತರಗತಿ ಪ್ರವೇಶಕ್ಕೆ ಅಲ್ಪಸಂಖ್ಯಾತ ವಿದ್ಯಾರ್ಥಿಗಳಿಂದ ಅರ್ಜಿಗಳನ್ನು ಆಹ್ವಾನಿಸಲಾಗಿದೆ. ಆಸಕ್ತರು ಶಾಲೆಯ ಮುಖ್ಯೋಪಾಧ್ಯಾಯರನ್ನು ಸಂಪರ್ಕಿಸಿ ಅರ್ಜಿ ಸಲ್ಲಿಸಬಹುದು ಎಂದು ಜಿಲ್ಲಾ ಅಲ್ಪಸಂಖ್ಯಾತರ ಕಲ್ಯಾಣ ಅಧಿಕಾರಿ ಪ್ರಕಟಣೆಯಲ್ಲಿ ತಿಳಿಸಿದ್ದಾರೆ. [22, 806, 240, 838]
tender-sign: ಸಹಿ/– ಮುಖ್ಯ ಕಾರ್ಯನಿರ್ವಾಹಕ ಅಧಿಕಾರಿಗಳು, ಜಿಲ್ಲಾ ಪಂಚಾಯತ ಬೆಳಗಾವಿ [764, 1369, 912, 1376]
tender-line1: ಕರ್ನಾಟಕ ಸರ್ಕಾರ [800, 380, 840, 388]
budget-opinion-box [22, 38, 240, 346]
headline: ಬ್ಯಾಕ್ ಲಾಗ್ ಹುದ್ದೆ ಕೂಡಲೇ ಭರ್ತಿ ಮಾಡುವಂತೆ ಎಸ್ ಸಿ, ಎಸ್ ಟಿ ನಿರುದ್ಯೋಗಿಗಳಿಂದ ಮನವಿ [309, 833, 655, 847]
date-kannada: ಬುಧವಾರ ೨೪-೦೭-೨೦೨೪ [849, 8, 910, 16]
notice-body: I have changed my name from TANVI MALLESHAPPA HUNAKUNTI (old name) have changed my name as TANVI HUNAKUTI (New name) vide an affidavit sworn before Y.M.Khokalekar Advocate and Notary public at Belgaum Dated : 23/07/2024. [729, 879, 911, 954]
divider [22, 1250, 240, 1251]
byline: (ಹುಬ್ಬಳ್ಳಿ ವರದಿ) [299, 1108, 331, 1115]
headline: ಬೆಳಗಾವಿ–ಖಾನಾಪೂರಕ್ಕೆ ತೆರಳುವ ಕೆಲವು ರಸ್ತೆಗಳಲ್ಲಿ ಭಾರಿ ವಾಹನಗಳ ಸಂಚಾರ ನಿಷೇಧ [32, 351, 230, 377]
lead-kicker: ದೇಶದಲ್ಲಿ ಬಿಜೆಪಿಯೇತರ ಸರ್ಕಾರಗಳನ್ನು ಅಸ್ಥಿರಗೊಳಿಸುವುದೇ ಕೇಂದ್ರದ ಉದ್ದೇಶ: ಸಚಿವೆ ಲಕ್ಷ್ಮೀ ಹೆಬ್ಬಾಳಕರ್ ಟೀಕೆ [250, 38, 714, 52]
person-photo [28, 78, 86, 158]
tender-title: ಗ್ರಾಮ ಪಂಚಾಯತಿ ತಾರೀಹಾಳ [728, 400, 912, 410]
tender-line3: ಜಿಲ್ಲಾ ಪಂಚಾಯತ ಕಾರ್ಯಾಲಯ, ಬೆಳಗಾವಿ-590 002 [757, 988, 883, 996]
story-body: ಬೆಳಗಾವಿ ಜು.೨೩– ಭಾರತ ಸ್ವಾತಂತ್ರ್ಯ ದಿನಾಚರಣೆ ಆಗಸ್ಟ್ 15 ರಂದು ಆಚರಿಸಲಾಗುವುದು. ಜಿಲ್ಲಾ ಕ್ರೀಡಾಂಗಣದಲ್ಲಿ ಕಾರ್ಯಕ್ರಮ ಆಯೋಜಿಸಲಾಗುವುದು. ಈ ಹಿನ್ನೆಲೆಯಲ್ಲಿ ಪೂರ್ವಭಾವಿ ಸಿದ್ಧತೆಗೆ ಅಧಿಕಾರಿಗಳು ಮತ್ತು ಸಂಘಟನೆಗಳ ಪದಾಧಿಕಾರಿಗಳ ಸಭೆ (ಜು.25) ಬೆಳಿಗ್ಗೆ 11 ಗಂಟೆಗೆ ಜಿಲ್ಲಾಧಿಕಾರಿಗಳ ಕಾರ್ಯಾಲಯದ ಸಭಾಂಗಣದಲ್ಲಿ ಆಯೋಜಿಸಲಾಗಿದೆ. ಸದರಿ ಸಭೆಗೆ ಸ್ವಾತಂತ್ರ್ಯ ಹೋರಾಟಗಾರರು, ಸಂಘ ಸಂಸ್ಥೆಗಳು, ಸಂಘಟನೆಗಳ ಪ್ರಮುಖರು ಹಾಜರಾಗಬೇಕು ಎಂದು ಜಿಲ್ಲಾಧಿಕಾರಿ ಮೊಹಮ್ಮದ್ ರೋಷನ್ ಅವರು ಪ್ರಕಟಣೆಯಲ್ಲಿ ತಿಳಿಸಿದ್ದಾರೆ. [728, 58, 912, 107]
tender-line4: ZILLA PANCHAYAT OFFICE, BELGAVI-590 002 [739, 997, 901, 1005]
registration-marks [100, 1441, 144, 1460]
divider [250, 362, 714, 363]
signature: ಎಫ್.ಎಸ್.ಸಿದ್ದನಗೌಡರ [140, 316, 192, 324]
registration-marks [330, 1441, 374, 1460]
